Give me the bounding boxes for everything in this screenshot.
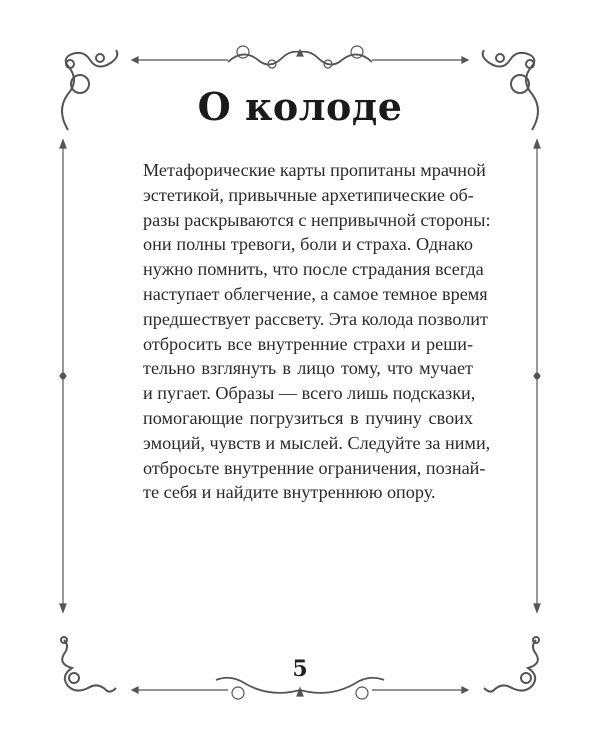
text-line: эстетикой, привычные архетипические об- bbox=[143, 184, 474, 205]
text-line: и пугает. Образы — всего лишь подсказки, bbox=[143, 383, 476, 404]
text-line: они полны тревоги, боли и страха. Однако bbox=[143, 234, 473, 255]
page-number: 5 bbox=[292, 656, 308, 682]
top-ornament bbox=[132, 46, 468, 68]
text-line: те себя и найдите внутреннюю опору. bbox=[143, 482, 436, 503]
text-line: тельно взглянуть в лицо тому, что мучает bbox=[143, 358, 473, 379]
text-line: отбросить все внутренние страхи и реши- bbox=[143, 333, 473, 354]
text-line: помогающие погрузиться в пучину своих bbox=[143, 407, 473, 428]
text-line: нужно помнить, что после страдания всегда bbox=[143, 259, 484, 280]
text-line: отбросьте внутренние ограничения, познай- bbox=[143, 457, 486, 478]
text-line: разы раскрываются с непривычной стороны: bbox=[143, 209, 491, 230]
body-paragraph bbox=[143, 158, 491, 505]
text-line: наступает облегчение, а самое темное время bbox=[143, 283, 488, 304]
text-line: Метафорические карты пропитаны мрачной bbox=[143, 160, 486, 180]
page-title: О колоде bbox=[197, 84, 403, 129]
text-line: эмоций, чувств и мыслей. Следуйте за ними, bbox=[143, 432, 491, 453]
text-line: предшествует рассвету. Эта колода позволит bbox=[143, 308, 488, 329]
